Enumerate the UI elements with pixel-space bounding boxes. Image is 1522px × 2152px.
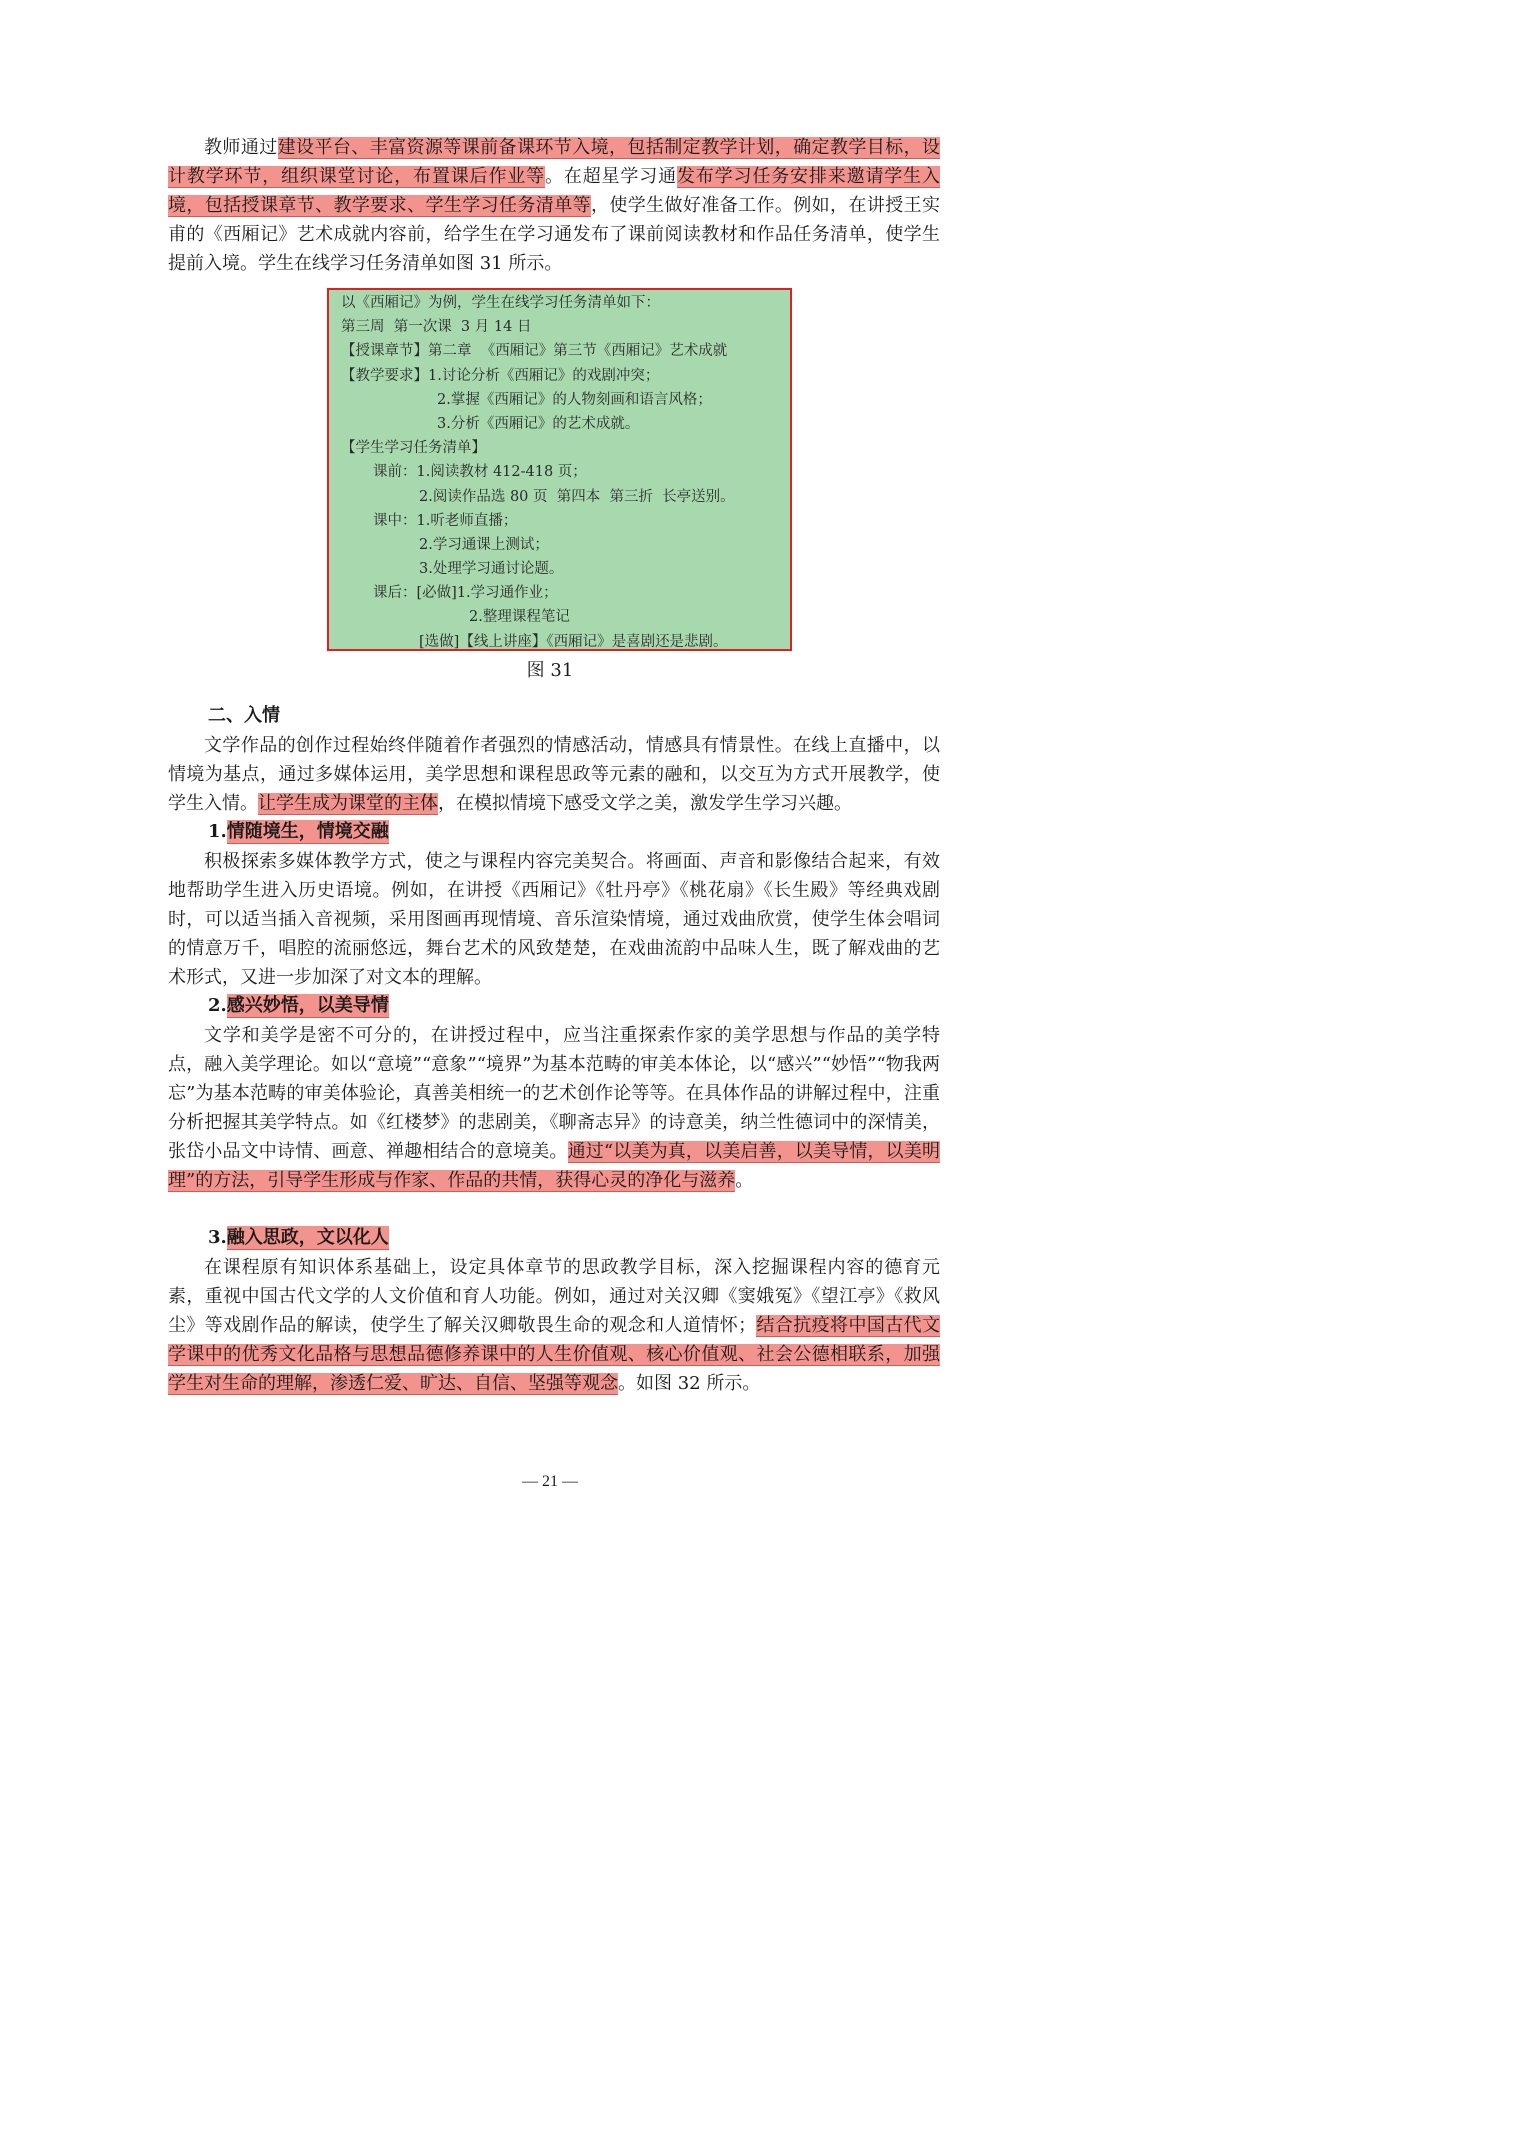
text-run: 文学作品的创作过程始终伴随着作者强烈的情感活动，情感具有情景性。在线上直播中，以情境为基点，通过多媒体运用，美学思想和课程思政等元素的融和，以交互为方式开展教学，使学生入情。 (168, 735, 940, 814)
task-line: 2.掌握《西厢记》的人物刻画和语言风格； (437, 391, 712, 408)
heading-number: 2. (208, 995, 227, 1016)
heading-text: 感兴妙悟，以美导情 (226, 995, 389, 1016)
task-line: 2.整理课程笔记 (469, 609, 570, 626)
paragraph-ideology (168, 1253, 940, 1398)
task-line: 课后：[必做]1.学习通作业； (373, 585, 558, 602)
paragraph-aesthetics (168, 1021, 940, 1195)
subheading-3 (208, 1224, 389, 1252)
subheading-1 (208, 818, 389, 846)
task-line: 3.分析《西厢记》的艺术成就。 (437, 415, 640, 432)
task-line: 课前：1.阅读教材 412-418 页； (373, 464, 587, 481)
task-line: 【学生学习任务清单】 (341, 440, 486, 457)
task-line: 【教学要求】1.讨论分析《西厢记》的戏剧冲突； (341, 367, 660, 384)
task-line: 第三周 第一次课 3 月 14 日 (341, 319, 532, 336)
highlight-antiepidemic: 结合抗疫将中国古代文学课中的优秀文化品格与思想品德修养课中的人生价值观、核心价值观、社会公德相联系，加强学生对生命的理解，渗透仁爱、旷达、自信、坚强等观念 (168, 1315, 941, 1394)
highlight-aesthetic-method: 通过“以美为真，以美启善，以美导情，以美明理”的方法，引导学生形成与作家、作品的共情，获得心灵的净化与滋养 (168, 1141, 940, 1191)
paragraph-section-intro (168, 731, 940, 818)
text-run: 。 (735, 1170, 754, 1191)
task-list-box (327, 288, 792, 651)
heading-text: 情随境生，情境交融 (226, 821, 389, 842)
highlight-student-subject: 让学生成为课堂的主体 (258, 793, 438, 814)
task-line: [选做]【线上讲座】《西厢记》是喜剧还是悲剧。 (419, 633, 728, 650)
subheading-2 (208, 992, 389, 1020)
text-run: 教师通过 (204, 137, 278, 158)
task-line: 2.阅读作品选 80 页 第四本 第三折 长亭送别。 (419, 488, 735, 505)
highlight-prep: 建设平台、丰富资源等课前备课环节入境，包括制定教学计划，确定教学目标，设计教学环节，组织课堂讨论，布置课后作业等 (168, 137, 940, 187)
heading-text: 融入思政，文以化人 (226, 1227, 389, 1248)
task-line: 课中：1.听老师直播； (373, 512, 518, 529)
text-run: 在课程原有知识体系基础上，设定具体章节的思政教学目标，深入挖掘课程内容的德育元素，重视中国古代文学的人文价值和育人功能。例如，通过对关汉卿《窦娥冤》《望江亭》《救风尘》等戏剧作品的解读，使学生了解关汉卿敬畏生命的观念和人道情怀； (168, 1257, 940, 1336)
figure-caption: 图 31 (526, 660, 574, 681)
text-run: 。在超星学习通 (545, 166, 677, 187)
text-run: 。如图 32 所示。 (618, 1373, 761, 1394)
paragraph-multimedia: 积极探索多媒体教学方式，使之与课程内容完美契合。将画面、声音和影像结合起来，有效地帮助学生进入历史语境。例如，在讲授《西厢记》《牡丹亭》《桃花扇》《长生殿》等经典戏剧时，可以适当插入音视频，采用图画再现情境、音乐渲染情境，通过戏曲欣赏，使学生体会唱词的情意万千，唱腔的流丽悠远，舞台艺术的风致楚楚，在戏曲流韵中品味人生，既了解戏曲的艺术形式，又进一步加深了对文本的理解。 (168, 851, 940, 988)
task-line: 2.学习通课上测试； (419, 536, 549, 553)
heading-number: 1. (208, 821, 227, 842)
paragraph-intro (168, 133, 940, 278)
highlight-task-release: 发布学习任务安排来邀请学生入境，包括授课章节、教学要求、学生学习任务清单等 (168, 166, 941, 216)
task-line: 【授课章节】第二章 《西厢记》第三节《西厢记》艺术成就 (341, 343, 728, 360)
task-line: 3.处理学习通讨论题。 (419, 561, 564, 578)
text-run: ，在模拟情境下感受文学之美，激发学生学习兴趣。 (438, 793, 852, 814)
task-line: 以《西厢记》为例，学生在线学习任务清单如下： (341, 295, 660, 311)
page-number: — 21 — (522, 1473, 578, 1490)
text-run: 文学和美学是密不可分的，在讲授过程中，应当注重探索作家的美学思想与作品的美学特点，融入美学理论。如以“意境”“意象”“境界”为基本范畴的审美本体论，以“感兴”“妙悟”“物我两忘”为基本范畴的审美体验论，真善美相统一的艺术创作论等等。在具体作品的讲解过程中，注重分析把握其美学特点。如《红楼梦》的悲剧美，《聊斋志异》的诗意美，纳兰性德词中的深情美，张岱小品文中诗情、画意、禅趣相结合的意境美。 (168, 1025, 940, 1162)
section-title: 二、入情 (208, 705, 280, 726)
heading-number: 3. (208, 1227, 227, 1248)
text-run: ，使学生做好准备工作。例如，在讲授王实甫的《西厢记》艺术成就内容前，给学生在学习通发布了课前阅读教材和作品任务清单，使学生提前入境。学生在线学习任务清单如图 31 所示。 (168, 195, 941, 274)
